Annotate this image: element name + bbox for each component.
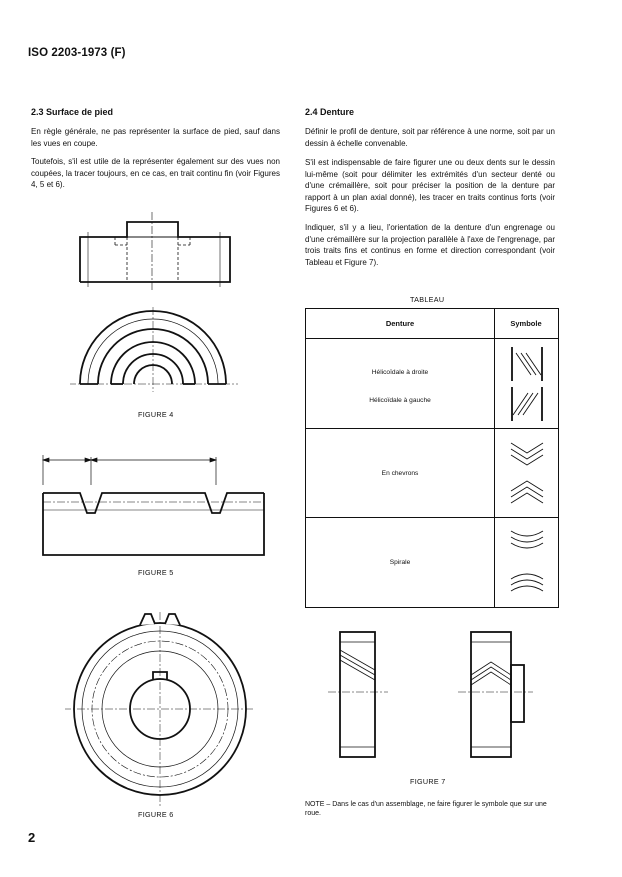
spiral-up-symbol-icon xyxy=(508,567,546,593)
spiral-down-symbol-icon xyxy=(508,527,546,553)
figure-6-caption: FIGURE 6 xyxy=(138,810,174,819)
denture-table xyxy=(305,308,559,608)
section-heading-2-3: 2.3 Surface de pied xyxy=(31,107,114,117)
chevron-down-symbol-icon xyxy=(508,439,546,467)
row-spirale: Spirale xyxy=(389,559,411,566)
paragraph: Définir le profil de denture, soit par référence à une norme, soit par un dessin à échelle convenable. xyxy=(305,127,555,148)
figure-6-drawing xyxy=(65,612,255,807)
paragraph: Indiquer, s'il y a lieu, l'orientation de la denture d'un engrenage ou d'une crémaillère sur la projection parallèle à l'axe de l'engrenage, par trois traits fins et continus en forme et direction correspondant (voir Tableau et Figure 7). xyxy=(305,223,555,267)
figure-4-caption: FIGURE 4 xyxy=(138,410,174,419)
note: NOTE – Dans le cas d'un assemblage, ne faire figurer le symbole que sur une roue. xyxy=(305,801,547,817)
row-chevrons: En chevrons xyxy=(381,470,419,477)
section-heading-2-4: 2.4 Denture xyxy=(305,107,355,117)
figure-4-drawing xyxy=(70,212,260,402)
figure-7-caption: FIGURE 7 xyxy=(410,777,446,786)
chevron-up-symbol-icon xyxy=(508,479,546,507)
col-header-symbole: Symbole xyxy=(510,319,542,328)
row-helicoidale-gauche: Hélicoïdale à gauche xyxy=(369,397,431,404)
figure-7-drawing xyxy=(318,620,538,770)
paragraph: Toutefois, s'il est utile de la représenter également sur des vues non coupées, la tracer toujours, en ce cas, en trait continu fin (voir Figures 4, 5 et 6). xyxy=(31,157,280,190)
document-header: ISO 2203-1973 (F) xyxy=(28,47,126,59)
helical-left-symbol-icon xyxy=(509,385,545,423)
table-caption: TABLEAU xyxy=(410,295,445,304)
row-helicoidale-droite: Hélicoïdale à droite xyxy=(371,369,429,376)
paragraph: En règle générale, ne pas représenter la surface de pied, sauf dans les vues en coupe. xyxy=(31,127,280,148)
col-header-denture: Denture xyxy=(385,319,415,328)
figure-5-caption: FIGURE 5 xyxy=(138,568,174,577)
paragraph: S'il est indispensable de faire figurer une ou deux dents sur le dessin lui-même (soit pour délimiter les extrémités d'un secteur denté ou d'une crémaillère, soit pour préciser la position de la denture par rapport à un plan axial donné), les tracer en traits continus forts (voir Figures 6 et 6). xyxy=(305,158,555,214)
page-number: 2 xyxy=(28,830,36,845)
figure-5-drawing xyxy=(35,455,270,565)
helical-right-symbol-icon xyxy=(509,345,545,383)
